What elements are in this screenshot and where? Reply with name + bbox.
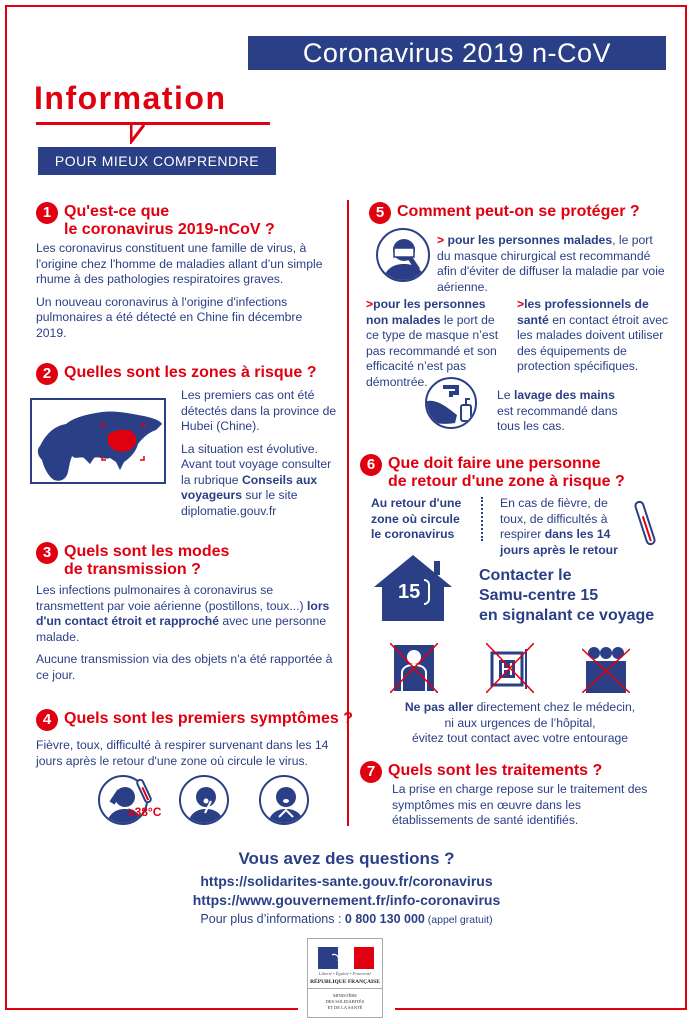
section-number-4: 4 (36, 709, 58, 731)
symptoms-condition-text (500, 496, 635, 558)
section-3-p1-text: Les infections pulmonaires à coronavirus se transmettent par voie aérienne (postillons, toux...) (36, 583, 304, 613)
warning-line-2: ni aux urgences de l’hôpital, (444, 715, 596, 730)
no-crowd-icon (582, 643, 630, 693)
section-3-title-line2: de transmission ? (64, 561, 201, 578)
world-map-china-highlighted-icon (30, 398, 166, 484)
logo-ministry-line-2: DES SOLIDARITÉS (325, 999, 365, 1004)
subtitle-banner: POUR MIEUX COMPRENDRE (38, 147, 276, 175)
section-2-paragraph-2-text: La situation est évolutive. Avant tout voyage consulter la rubrique (181, 441, 332, 487)
hand-washing-rest: est recommandé dans tous les cas. (497, 403, 618, 433)
symptoms-condition-main: En cas de fièvre, de toux, de difficultés à respirer (500, 496, 608, 541)
phone-suffix: (appel gratuit) (424, 914, 493, 926)
section-7-body (392, 782, 652, 829)
section-3-title-line1: Quels sont les modes (64, 543, 230, 560)
section-2-title-text: Quelles sont les zones à risque ? (64, 364, 317, 381)
warning-line-1 (355, 700, 685, 716)
frame-bottom-left (5, 1008, 298, 1010)
warning-line-1-text: directement chez le médecin, (473, 700, 636, 714)
section-1-paragraph-2: Un nouveau coronavirus à l'origine d'infections pulmonaires a été détecté en Chine fin décembre 2019. (36, 294, 303, 340)
samu-number: 15 (398, 581, 421, 603)
protection-item-sick-text: , le port du masque chirurgical est recommandé afin d'éviter de diffuser la maladie par voie aérienne. (437, 233, 665, 294)
banner-title: Coronavirus 2019 n-CoV (248, 36, 666, 70)
section-1-title (36, 203, 275, 239)
protection-item-professionals-bold: les professionnels de santé (517, 297, 649, 327)
arrow-icon: > (437, 233, 445, 247)
warning-line-3: évitez tout contact avec votre entourage (411, 731, 629, 745)
section-number-1: 1 (36, 202, 58, 224)
section-5-title (369, 203, 640, 224)
phone-info (0, 912, 693, 926)
ministry-logo (307, 938, 383, 1018)
section-2-site-text: sur le site diplomatie.gouv.fr (181, 488, 298, 518)
dotted-separator (481, 497, 483, 541)
hand-washing-text (497, 388, 627, 435)
protection-item-sick-bold: pour les personnes malades (447, 233, 613, 247)
hand-washing-prefix: Le (497, 388, 514, 402)
gouvernement-link[interactable]: https://www.gouvernement.fr/info-coronavirus (192, 892, 501, 908)
breathing-difficulty-person-icon (259, 775, 309, 825)
section-number-2: 2 (36, 363, 58, 385)
section-2-paragraph-1: Les premiers cas ont été détectés dans la province de Hubei (Chine). (181, 388, 337, 433)
marianne-flag-icon (318, 947, 374, 969)
section-4-body (36, 738, 341, 769)
section-5-title-text: Comment peut-on se protéger ? (397, 203, 640, 220)
arrow-icon: > (517, 297, 525, 311)
protection-item-not-sick (366, 297, 506, 390)
column-divider (347, 200, 349, 826)
samu-line-1: Contacter le (479, 567, 572, 584)
protection-item-professionals (517, 297, 673, 375)
section-4-title (36, 710, 353, 731)
protection-item-professionals-text: en contact étroit avec les malades doivent utiliser des équipements de protection spécifiques. (517, 312, 669, 373)
phone-handset-icon (424, 579, 430, 605)
cough-person-icon (179, 775, 229, 825)
solidarites-sante-link[interactable]: https://solidarites-sante.gouv.fr/coronavirus (200, 873, 493, 889)
warning-bold: Ne pas aller (404, 700, 474, 714)
logo-republic: RÉPUBLIQUE FRANÇAISE (310, 979, 380, 985)
section-4-title-text: Quels sont les premiers symptômes ? (64, 710, 353, 727)
logo-ministry (308, 993, 382, 1011)
section-1-body (36, 241, 336, 341)
do-not-go-warning (355, 700, 685, 747)
symptoms-condition-bold: dans les 14 jours après le retour (500, 527, 618, 557)
temperature-label: ≥38°C (128, 805, 162, 819)
samu-instruction (479, 566, 654, 626)
section-3-p1-end: avec une personne malade. (36, 614, 327, 644)
section-3-paragraph-1 (36, 583, 336, 645)
section-2-body (181, 388, 341, 519)
section-2-title (36, 364, 317, 385)
section-1-paragraph-1: Les coronavirus constituent une famille de virus, à l'origine chez l'homme de maladies allant d’un simple rhume à des pathologies respiratoires graves. (36, 241, 323, 286)
hand-washing-bold: lavage des mains (513, 388, 615, 402)
section-4-paragraph: Fièvre, toux, difficulté à respirer survenant dans les 14 jours après le retour d'une zone où circule le virus. (36, 738, 329, 768)
section-3-p1-bold: lors d'un contact étroit et rapproché (36, 598, 330, 628)
section-number-3: 3 (36, 542, 58, 564)
section-number-5: 5 (369, 202, 391, 224)
samu-line-2: Samu-centre 15 (479, 587, 599, 604)
conseils-voyageurs-link[interactable]: Conseils aux voyageurs (181, 472, 318, 502)
logo-ministry-line-3: ET DE LA SANTÉ (327, 1005, 363, 1010)
main-title: Information (34, 80, 227, 116)
questions-title: Vous avez des questions ? (238, 849, 455, 868)
section-6-title (360, 455, 625, 491)
section-3-body (36, 583, 336, 683)
house-phone-15-icon (372, 553, 454, 623)
frame-bottom-right (395, 1008, 687, 1010)
section-6-title-line2: de retour d'une zone à risque ? (388, 473, 625, 490)
logo-motto: Liberté • Égalité • Fraternité (318, 971, 372, 976)
protection-item-not-sick-text: le port de ce type de masque n’est pas recommandé et son efficacité n’est pas démontrée. (366, 312, 499, 389)
hand-washing-icon (425, 377, 477, 429)
section-2-paragraph-2 (181, 442, 341, 520)
protection-item-sick (437, 233, 669, 295)
phone-number[interactable]: 0 800 130 000 (344, 912, 425, 926)
logo-separator (308, 988, 382, 989)
arrow-icon: > (366, 297, 374, 311)
section-1-title-line1: Qu'est-ce que (64, 203, 170, 220)
no-doctor-icon (390, 643, 438, 693)
section-1-title-line2: le coronavirus 2019-nCoV ? (64, 221, 275, 238)
section-6-title-line1: Que doit faire une personne (388, 455, 601, 472)
section-7-paragraph: La prise en charge repose sur le traitement des symptômes mis en œuvre dans les établissements de santé identifiés. (392, 782, 648, 827)
logo-ministry-line-1: MINISTÈRE (333, 993, 357, 998)
section-7-title-text: Quels sont les traitements ? (388, 762, 603, 779)
no-hospital-icon (486, 643, 534, 693)
section-number-6: 6 (360, 454, 382, 476)
samu-line-3: en signalant ce voyage (479, 607, 655, 624)
section-number-7: 7 (360, 761, 382, 783)
phone-prefix: Pour plus d’informations : (200, 912, 345, 926)
section-7-title (360, 762, 602, 783)
protection-item-not-sick-bold: pour les personnes non malades (366, 297, 486, 327)
section-3-paragraph-2: Aucune transmission via des objets n'a été rapportée à ce jour. (36, 652, 333, 682)
return-zone-text: Au retour d'une zone où circule le coronavirus (371, 496, 462, 541)
section-3-title (36, 543, 229, 579)
mask-person-icon (376, 228, 430, 282)
